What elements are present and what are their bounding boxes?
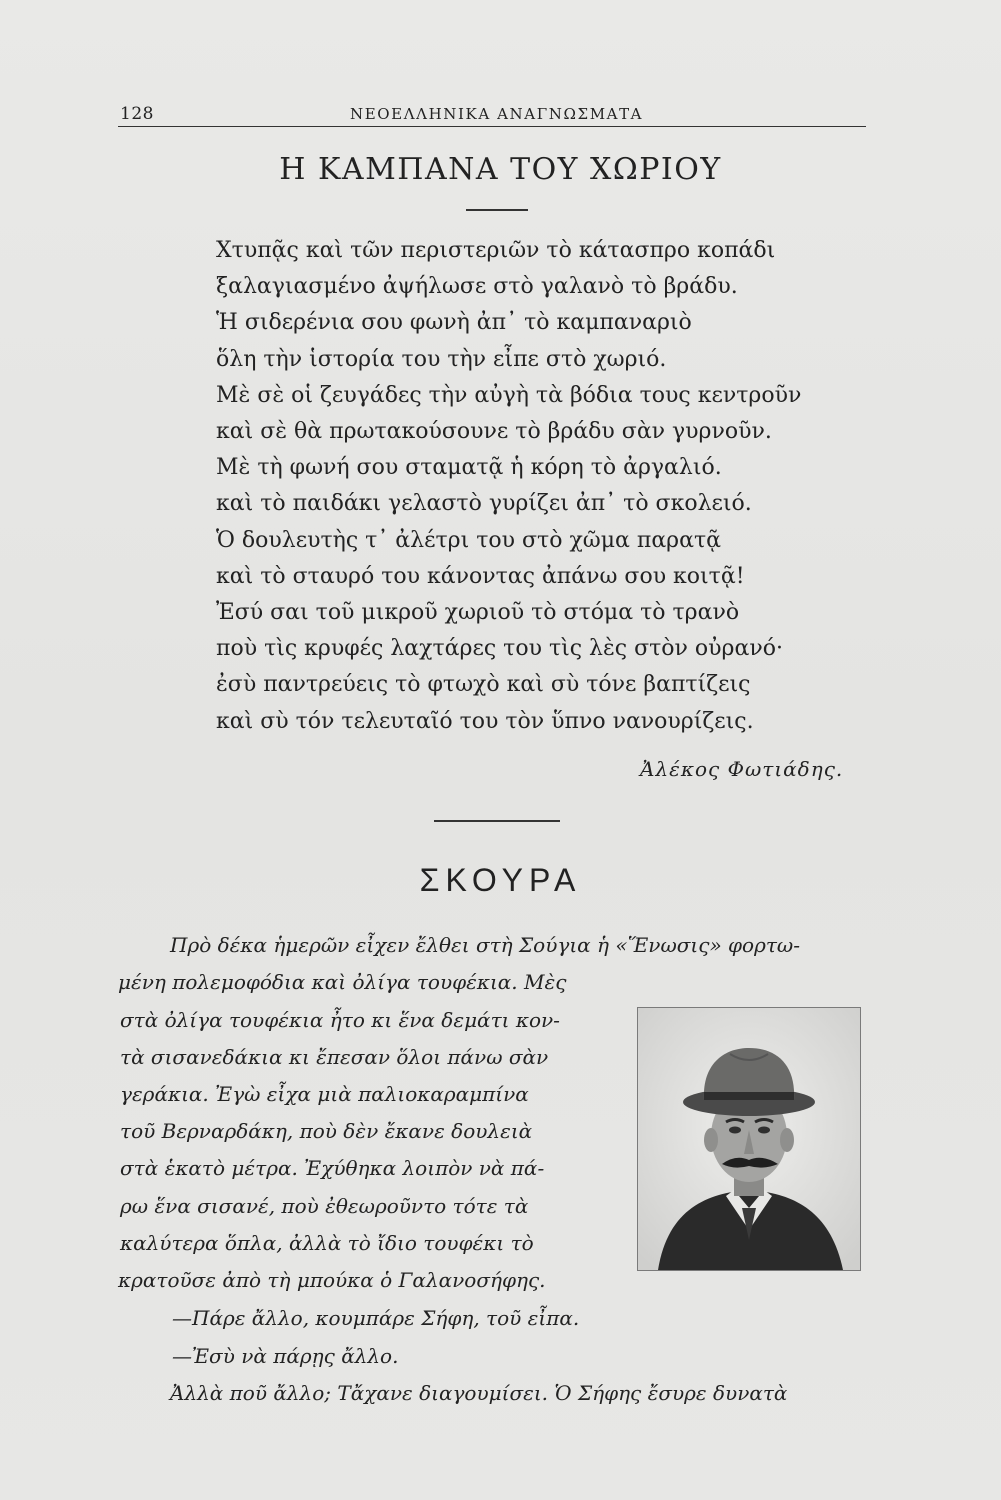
prose-line: στὰ ἑκατὸ μέτρα. Ἐχύθηκα λοιπὸν νὰ πά-: [120, 1156, 545, 1180]
poem-line: Ἐσύ σαι τοῦ μικροῦ χωριοῦ τὸ στόμα τὸ τρανὸ: [216, 600, 740, 626]
prose-line: κρατοῦσε ἀπὸ τὴ μπούκα ὁ Γαλανοσήφης.: [118, 1268, 546, 1292]
poem-line: καὶ σὲ θὰ πρωτακούσουνε τὸ βράδυ σὰν γυρνοῦν.: [216, 419, 772, 445]
poem-title: Η ΚΑΜΠΑΝΑ ΤΟΥ ΧΩΡΙΟΥ: [279, 152, 722, 187]
section-divider: [434, 820, 560, 822]
poem-line: Χτυπᾷς καὶ τῶν περιστεριῶν τὸ κάτασπρο κοπάδι: [216, 238, 776, 263]
poem-line: καὶ τὸ σταυρό του κάνοντας ἀπάνω σου κοιτᾷ!: [216, 563, 745, 589]
prose-line: τοῦ Βερναρδάκη, ποὺ δὲν ἔκανε δουλειὰ: [120, 1119, 533, 1143]
poem-line: καὶ σὺ τόν τελευταῖό του τὸν ὕπνο νανουρίζεις.: [216, 708, 754, 734]
author-portrait: [637, 1007, 861, 1271]
poem-line: Μὲ τὴ φωνή σου σταματᾷ ἡ κόρη τὸ ἀργαλιό.: [216, 455, 722, 481]
prose-line: Πρὸ δέκα ἡμερῶν εἶχεν ἔλθει στὴ Σούγια ἡ «Ἕνωσις» φορτω-: [170, 933, 800, 957]
title-divider: [466, 209, 528, 211]
poem-line: Μὲ σὲ οἱ ζευγάδες τὴν αὐγὴ τὰ βόδια τους κεντροῦν: [216, 382, 802, 408]
portrait-image: [638, 1008, 860, 1270]
prose-line: στὰ ὀλίγα τουφέκια ἦτο κι ἕνα δεμάτι κον-: [120, 1008, 560, 1032]
poem-line: ὅλη τὴν ἱστορία του τὴν εἶπε στὸ χωριό.: [216, 346, 667, 372]
prose-line: —Πάρε ἄλλο, κουμπάρε Σήφη, τοῦ εἶπα.: [172, 1306, 580, 1330]
poem-line: Ὁ δουλευτὴς τ᾽ ἀλέτρι του στὸ χῶμα παρατᾷ: [216, 527, 721, 553]
running-head: ΝΕΟΕΛΛΗΝΙΚΑ ΑΝΑΓΝΩΣΜΑΤΑ: [350, 105, 644, 123]
page-header: [118, 102, 866, 127]
prose-line: καλύτερα ὅπλα, ἀλλὰ τὸ ἴδιο τουφέκι τὸ: [120, 1231, 534, 1255]
prose-line: γεράκια. Ἐγὼ εἶχα μιὰ παλιοκαραμπίνα: [120, 1082, 529, 1106]
poem-line: ποὺ τὶς κρυφές λαχτάρες του τὶς λὲς στὸν οὐρανό·: [216, 636, 783, 662]
prose-line: Ἀλλὰ ποῦ ἄλλο; Τἄχανε διαγουμίσει. Ὁ Σήφης ἔσυρε δυνατὰ: [170, 1381, 788, 1405]
poem-line: Ἡ σιδερένια σου φωνὴ ἀπ᾽ τὸ καμπαναριὸ: [216, 310, 692, 336]
prose-title: ΣΚΟΥΡΑ: [419, 862, 582, 898]
prose-line: τὰ σισανεδάκια κι ἔπεσαν ὅλοι πάνω σὰν: [120, 1045, 549, 1069]
poem-line: ξαλαγιασμένο ἀψήλωσε στὸ γαλανὸ τὸ βράδυ.: [216, 274, 738, 300]
prose-line: μένη πολεμοφόδια καὶ ὀλίγα τουφέκια. Μὲς: [118, 970, 567, 994]
poem-body: [216, 233, 836, 740]
prose-line: —Ἐσὺ νὰ πάρῃς ἄλλο.: [172, 1344, 399, 1368]
page-number: 128: [120, 104, 154, 124]
poem-line: καὶ τὸ παιδάκι γελαστὸ γυρίζει ἀπ᾽ τὸ σκολειό.: [216, 491, 752, 517]
poem-line: ἐσὺ παντρεύεις τὸ φτωχὸ καὶ σὺ τόνε βαπτίζεις: [216, 672, 751, 698]
poem-author: Ἀλέκος Φωτιάδης.: [640, 757, 844, 781]
prose-line: ρω ἕνα σισανέ, ποὺ ἐθεωροῦντο τότε τὰ: [120, 1194, 529, 1218]
